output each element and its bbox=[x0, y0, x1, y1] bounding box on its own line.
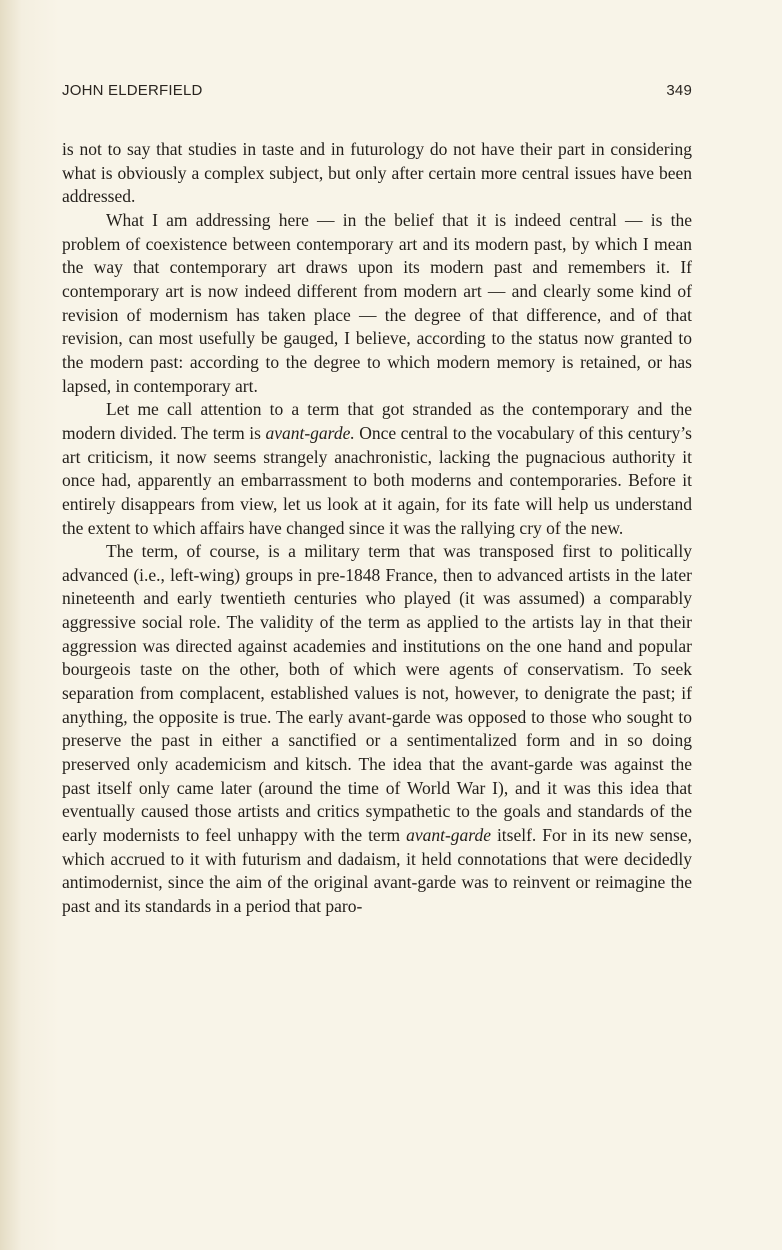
paragraph-text: itself. For in its new sense, which accrued to it with futurism and dadaism, it held connotations that were decidedly antimodernist, since the aim of the original avant-garde was to reinvent or reimagine the past and its standards in a period that paro- bbox=[62, 825, 692, 916]
paragraph-text: What I am addressing here — in the belief that it is indeed central — is the problem of coexistence between contemporary art and its modern past, by which I mean the way that contemporary art draws upon its modern past and remembers it. If contemporary art is now indeed different from modern art — and clearly some kind of revision of modernism has taken place — the degree of that difference, and of that revision, can most usefully be gauged, I believe, according to the status now granted to the modern past: according to the degree to which modern memory is retained, or has lapsed, in contemporary art. bbox=[62, 209, 692, 396]
paragraph-3 bbox=[62, 398, 692, 540]
running-head: JOHN ELDERFIELD bbox=[62, 82, 203, 99]
italic-term: avant-garde bbox=[406, 825, 491, 846]
page-header bbox=[62, 82, 692, 102]
italic-term: avant-garde. bbox=[265, 422, 355, 443]
paragraph-text: is not to say that studies in taste and in futurology do not have their part in considering what is obviously a complex subject, but only after certain more central issues have been addressed. bbox=[62, 139, 692, 207]
paragraph-text: Let me call attention to a term that got stranded as the contemporary and the modern divided. The term is bbox=[62, 399, 692, 443]
paragraph-text: Once central to the vocabulary of this century’s art criticism, it now seems strangely anachronistic, lacking the pugnacious authority it once had, apparently an embarrassment to both moderns and contemporaries. Before it entirely disappears from view, let us look at it again, for its fate will help us understand the extent to which affairs have changed since it was the rallying cry of the new. bbox=[62, 422, 692, 538]
paragraph-1 bbox=[62, 138, 692, 209]
paragraph-4 bbox=[62, 540, 692, 919]
page-number: 349 bbox=[666, 82, 692, 99]
paragraph-2 bbox=[62, 209, 692, 398]
paragraph-text: The term, of course, is a military term that was transposed first to politically advanced (i.e., left-wing) groups in pre-1848 France, then to advanced artists in the later nineteenth and early twentieth centuries who played (it was assumed) a comparably aggressive social role. The validity of the term as applied to the artists lay in that their aggression was directed against academies and institutions on the one hand and popular bourgeois taste on the other, both of which were agents of conservatism. To seek separation from complacent, established values is not, however, to denigrate the past; if anything, the opposite is true. The early avant-garde was opposed to those who sought to preserve the past in either a sanctified or a sentimentalized form and in so doing preserved only academicism and kitsch. The idea that the avant-garde was against the past itself only came later (around the time of World War I), and it was this idea that eventually caused those artists and critics sympathetic to the goals and standards of the early modernists to feel unhappy with the term bbox=[62, 541, 692, 846]
body-text bbox=[62, 138, 692, 919]
